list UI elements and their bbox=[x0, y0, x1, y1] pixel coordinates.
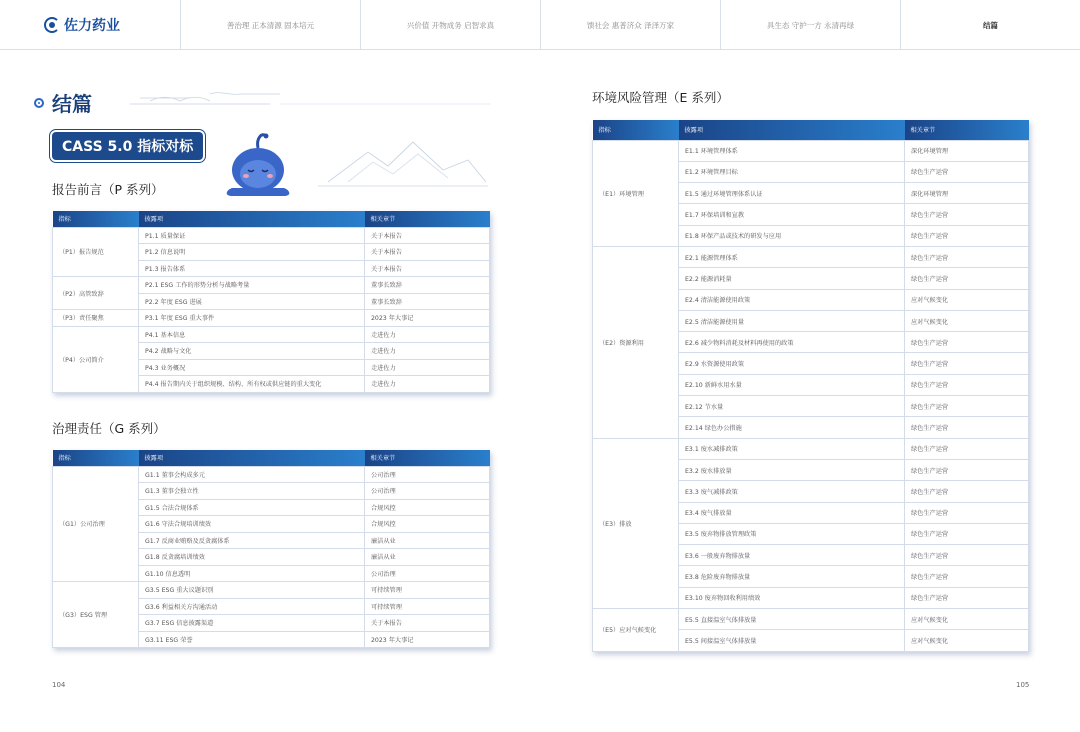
related-chapter-cell: 绿色生产运营 bbox=[905, 587, 1029, 608]
table-row bbox=[53, 310, 490, 327]
related-chapter-cell: 绿色生产运营 bbox=[905, 396, 1029, 417]
related-chapter-cell: 走进佐力 bbox=[365, 326, 490, 343]
disclosure-item-cell: E2.6 减少物料消耗及材料再使用的政策 bbox=[679, 332, 905, 353]
indicator-category-cell: （P3）责任聚焦 bbox=[53, 310, 139, 327]
related-chapter-cell: 合规风控 bbox=[365, 516, 490, 533]
disclosure-item-cell: P4.3 业务概况 bbox=[139, 359, 365, 376]
table-row bbox=[53, 277, 490, 294]
p-series-title: 报告前言（P 系列） bbox=[52, 182, 164, 197]
disclosure-item-cell: P4.2 战略与文化 bbox=[139, 343, 365, 360]
related-chapter-cell: 绿色生产运营 bbox=[905, 353, 1029, 374]
related-chapter-cell: 董事长致辞 bbox=[365, 277, 490, 294]
col-header-chapter: 相关章节 bbox=[905, 120, 1029, 140]
nav-tab-value[interactable]: 兴价值 开物成务 启智求真 bbox=[360, 0, 540, 50]
related-chapter-cell: 绿色生产运营 bbox=[905, 481, 1029, 502]
col-header-indicator: 指标 bbox=[593, 120, 679, 140]
col-header-chapter: 相关章节 bbox=[365, 211, 490, 227]
disclosure-item-cell: G3.11 ESG 荣誉 bbox=[139, 631, 365, 648]
col-header-indicator: 指标 bbox=[53, 450, 139, 466]
related-chapter-cell: 廉洁从业 bbox=[365, 532, 490, 549]
related-chapter-cell: 廉洁从业 bbox=[365, 549, 490, 566]
related-chapter-cell: 绿色生产运营 bbox=[905, 246, 1029, 267]
related-chapter-cell: 绿色生产运营 bbox=[905, 332, 1029, 353]
disclosure-item-cell: E3.2 废水排放量 bbox=[679, 459, 905, 480]
related-chapter-cell: 应对气候变化 bbox=[905, 630, 1029, 651]
related-chapter-cell: 绿色生产运营 bbox=[905, 374, 1029, 395]
disclosure-item-cell: E2.5 清洁能源使用量 bbox=[679, 310, 905, 331]
disclosure-item-cell: E2.10 新鲜水用水量 bbox=[679, 374, 905, 395]
related-chapter-cell: 应对气候变化 bbox=[905, 310, 1029, 331]
disclosure-item-cell: E3.6 一般废弃物排放量 bbox=[679, 545, 905, 566]
related-chapter-cell: 绿色生产运营 bbox=[905, 566, 1029, 587]
disclosure-item-cell: E2.9 水资源使用政策 bbox=[679, 353, 905, 374]
ending-title bbox=[34, 88, 92, 117]
disclosure-item-cell: E1.2 环境管理目标 bbox=[679, 161, 905, 182]
related-chapter-cell: 应对气候变化 bbox=[905, 609, 1029, 630]
mascot-illustration bbox=[222, 128, 298, 200]
related-chapter-cell: 绿色生产运营 bbox=[905, 459, 1029, 480]
disclosure-item-cell: E1.1 环境管理体系 bbox=[679, 140, 905, 161]
table-row bbox=[593, 246, 1029, 267]
disclosure-item-cell: E5.5 间接温室气体排放量 bbox=[679, 630, 905, 651]
disclosure-item-cell: E1.7 环保培训和宣教 bbox=[679, 204, 905, 225]
related-chapter-cell: 公司治理 bbox=[365, 483, 490, 500]
disclosure-item-cell: P1.1 质量保证 bbox=[139, 227, 365, 244]
disclosure-item-cell: P3.1 年度 ESG 重大事件 bbox=[139, 310, 365, 327]
indicator-category-cell: （P1）报告规范 bbox=[53, 227, 139, 277]
indicator-category-cell: （E1）环境管理 bbox=[593, 140, 679, 246]
table-row bbox=[53, 582, 490, 599]
ending-title-text: 结篇 bbox=[52, 92, 92, 116]
disclosure-item-cell: P4.4 报告期内关于组织规模、结构、所有权或供应链的重大变化 bbox=[139, 376, 365, 393]
g-series-title: 治理责任（G 系列） bbox=[52, 421, 166, 436]
disclosure-item-cell: G3.5 ESG 重大议题识别 bbox=[139, 582, 365, 599]
disclosure-item-cell: E3.3 废气减排政策 bbox=[679, 481, 905, 502]
disclosure-item-cell: G1.1 董事会构成多元 bbox=[139, 466, 365, 483]
col-header-disclosure: 披露项 bbox=[139, 211, 365, 227]
related-chapter-cell: 董事长致辞 bbox=[365, 293, 490, 310]
indicator-category-cell: （G1）公司治理 bbox=[53, 466, 139, 582]
related-chapter-cell: 绿色生产运营 bbox=[905, 161, 1029, 182]
disclosure-item-cell: E3.8 危险废弃物排放量 bbox=[679, 566, 905, 587]
related-chapter-cell: 2023 年大事记 bbox=[365, 631, 490, 648]
table-row bbox=[53, 326, 490, 343]
disclosure-item-cell: P1.2 信息说明 bbox=[139, 244, 365, 261]
nav-tab-ecology[interactable]: 具生态 守护一方 永清再绿 bbox=[720, 0, 900, 50]
disclosure-item-cell: G3.7 ESG 信息披露渠道 bbox=[139, 615, 365, 632]
table-row bbox=[53, 227, 490, 244]
g-series-table bbox=[52, 450, 490, 648]
disclosure-item-cell: E2.14 绿色办公措施 bbox=[679, 417, 905, 438]
disclosure-item-cell: E3.5 废弃物排放管理政策 bbox=[679, 523, 905, 544]
indicator-category-cell: （P4）公司简介 bbox=[53, 326, 139, 392]
related-chapter-cell: 关于本报告 bbox=[365, 260, 490, 277]
disclosure-item-cell: E1.5 通过环境管理体系认证 bbox=[679, 183, 905, 204]
related-chapter-cell: 绿色生产运营 bbox=[905, 545, 1029, 566]
related-chapter-cell: 走进佐力 bbox=[365, 359, 490, 376]
disclosure-item-cell: P4.1 基本信息 bbox=[139, 326, 365, 343]
related-chapter-cell: 可持续管理 bbox=[365, 582, 490, 599]
cloud-line-decoration bbox=[130, 92, 490, 112]
related-chapter-cell: 绿色生产运营 bbox=[905, 268, 1029, 289]
disclosure-item-cell: E3.4 废气排放量 bbox=[679, 502, 905, 523]
table-row bbox=[593, 140, 1029, 161]
p-series-table bbox=[52, 211, 490, 393]
indicator-category-cell: （P2）高管致辞 bbox=[53, 277, 139, 310]
disclosure-item-cell: G1.3 董事会独立性 bbox=[139, 483, 365, 500]
related-chapter-cell: 关于本报告 bbox=[365, 227, 490, 244]
disclosure-item-cell: E2.4 清洁能源使用政策 bbox=[679, 289, 905, 310]
disclosure-item-cell: P1.3 报告体系 bbox=[139, 260, 365, 277]
related-chapter-cell: 公司治理 bbox=[365, 466, 490, 483]
title-bullet-icon bbox=[34, 98, 44, 108]
cass-badge: CASS 5.0 指标对标 bbox=[52, 132, 203, 160]
disclosure-item-cell: E2.2 能源消耗量 bbox=[679, 268, 905, 289]
related-chapter-cell: 绿色生产运营 bbox=[905, 225, 1029, 246]
page-number-right: 105 bbox=[1016, 681, 1030, 689]
disclosure-item-cell: P2.1 ESG 工作的形势分析与战略考量 bbox=[139, 277, 365, 294]
e-series-title: 环境风险管理（E 系列） bbox=[592, 90, 729, 105]
related-chapter-cell: 关于本报告 bbox=[365, 615, 490, 632]
disclosure-item-cell: G1.10 信息透明 bbox=[139, 565, 365, 582]
disclosure-item-cell: P2.2 年度 ESG 进展 bbox=[139, 293, 365, 310]
indicator-category-cell: （E2）资源利用 bbox=[593, 246, 679, 438]
related-chapter-cell: 绿色生产运营 bbox=[905, 438, 1029, 459]
table-row bbox=[593, 609, 1029, 630]
table-row bbox=[53, 466, 490, 483]
related-chapter-cell: 绿色生产运营 bbox=[905, 523, 1029, 544]
disclosure-item-cell: E5.5 直接温室气体排放量 bbox=[679, 609, 905, 630]
related-chapter-cell: 公司治理 bbox=[365, 565, 490, 582]
related-chapter-cell: 绿色生产运营 bbox=[905, 417, 1029, 438]
disclosure-item-cell: E1.8 环保产品或技术的研发与应用 bbox=[679, 225, 905, 246]
related-chapter-cell: 走进佐力 bbox=[365, 376, 490, 393]
related-chapter-cell: 2023 年大事记 bbox=[365, 310, 490, 327]
nav-tab-governance[interactable]: 善治理 正本清源 固本培元 bbox=[180, 0, 360, 50]
disclosure-item-cell: G1.7 反商业贿赂及反贪腐体系 bbox=[139, 532, 365, 549]
related-chapter-cell: 绿色生产运营 bbox=[905, 502, 1029, 523]
disclosure-item-cell: E2.1 能源管理体系 bbox=[679, 246, 905, 267]
col-header-disclosure: 披露项 bbox=[139, 450, 365, 466]
col-header-indicator: 指标 bbox=[53, 211, 139, 227]
top-navigation-bar bbox=[0, 0, 1080, 50]
page-number-left: 104 bbox=[52, 681, 66, 689]
nav-tab-ending[interactable]: 结篇 bbox=[900, 0, 1080, 50]
related-chapter-cell: 可持续管理 bbox=[365, 598, 490, 615]
related-chapter-cell: 走进佐力 bbox=[365, 343, 490, 360]
related-chapter-cell: 深化环境管理 bbox=[905, 140, 1029, 161]
related-chapter-cell: 关于本报告 bbox=[365, 244, 490, 261]
disclosure-item-cell: E3.1 废水减排政策 bbox=[679, 438, 905, 459]
indicator-category-cell: （E5）应对气候变化 bbox=[593, 609, 679, 652]
disclosure-item-cell: E3.10 废弃物回收利用绩效 bbox=[679, 587, 905, 608]
disclosure-item-cell: G1.6 守法合规培训绩效 bbox=[139, 516, 365, 533]
brand-logo[interactable] bbox=[44, 15, 120, 35]
disclosure-item-cell: G3.6 利益相关方沟通活动 bbox=[139, 598, 365, 615]
col-header-chapter: 相关章节 bbox=[365, 450, 490, 466]
e-series-table bbox=[592, 120, 1029, 652]
related-chapter-cell: 合规风控 bbox=[365, 499, 490, 516]
related-chapter-cell: 深化环境管理 bbox=[905, 183, 1029, 204]
brand-logo-text: 佐力药业 bbox=[64, 18, 120, 34]
related-chapter-cell: 应对气候变化 bbox=[905, 289, 1029, 310]
disclosure-item-cell: E2.12 节水量 bbox=[679, 396, 905, 417]
nav-tab-society[interactable]: 馈社会 惠普济众 泽泽万家 bbox=[540, 0, 720, 50]
indicator-category-cell: （E3）排放 bbox=[593, 438, 679, 608]
table-row bbox=[593, 438, 1029, 459]
brand-logo-icon bbox=[44, 17, 60, 33]
mountain-decoration bbox=[318, 132, 488, 190]
disclosure-item-cell: G1.5 合法合规体系 bbox=[139, 499, 365, 516]
related-chapter-cell: 绿色生产运营 bbox=[905, 204, 1029, 225]
indicator-category-cell: （G3）ESG 管理 bbox=[53, 582, 139, 648]
col-header-disclosure: 披露项 bbox=[679, 120, 905, 140]
disclosure-item-cell: G1.8 反贪腐培训绩效 bbox=[139, 549, 365, 566]
